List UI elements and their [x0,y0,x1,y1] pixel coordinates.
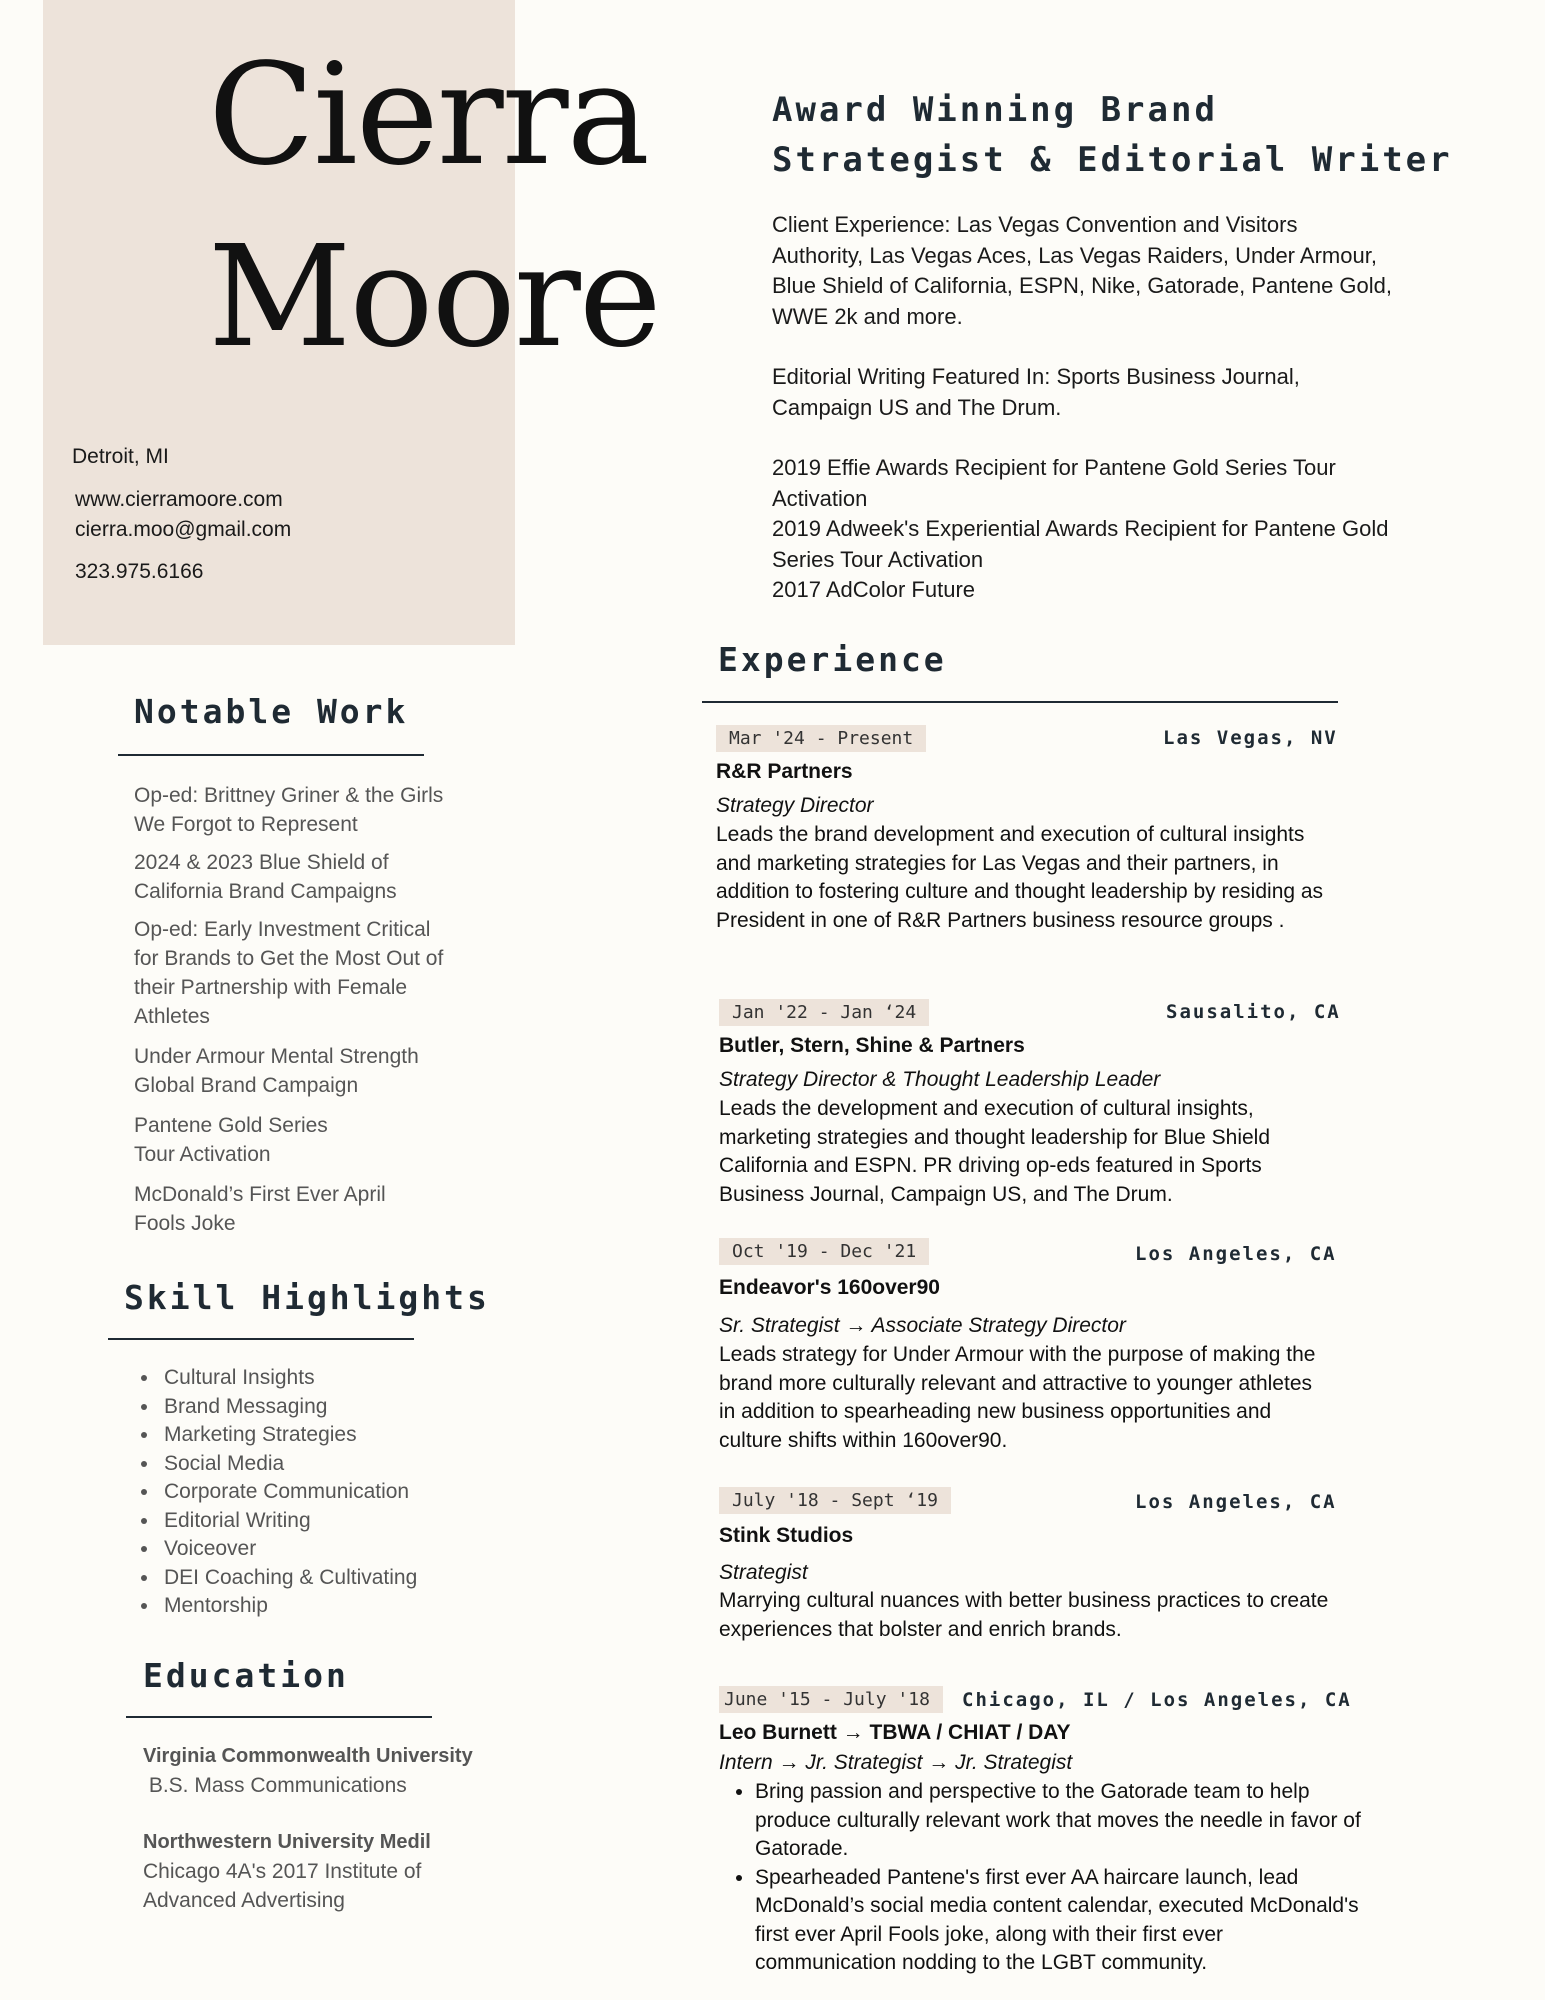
job-location: Los Angeles, CA [1135,1243,1337,1265]
job-role: Strategist [719,1561,808,1584]
school-degree: B.S. Mass Communications [143,1774,407,1797]
job-role: Sr. Strategist → Associate Strategy Director [719,1314,1126,1337]
school-program: Chicago 4A's 2017 Institute of Advanced Advertising [143,1860,422,1912]
job-bullets [719,1778,1365,1978]
job-company: Leo Burnett → TBWA / CHIAT / DAY [719,1721,1071,1744]
job-company: R&R Partners [716,760,853,783]
notable-work-divider [118,754,424,756]
job-role: Strategy Director [716,794,874,817]
skills-divider [108,1338,414,1340]
summary-award: 2019 Adweek's Experiential Awards Recipient for Pantene Gold Series Tour Activation [772,516,1389,572]
skill-item: • Social Media [160,1450,417,1479]
skill-item: • Marketing Strategies [160,1421,417,1450]
skills-list [132,1364,417,1621]
job-dates: Jan '22 - Jan ‘24 [719,999,929,1026]
job-description: Leads strategy for Under Armour with the purpose of making the brand more culturally relevant and attractive to younger athletes in addition to spearheading new business opportunities and culture shifts within 160over90. [719,1343,1316,1452]
job-location: Sausalito, CA [1166,1001,1341,1023]
job-description: Leads the brand development and execution of cultural insights and marketing strategies for Las Vegas and their partners, in addition to fostering culture and thought leadership by residing as President in one of R&R Partners business resource groups . [716,823,1324,932]
education-divider [126,1716,432,1718]
notable-work-item: Pantene Gold Series Tour Activation [134,1114,328,1166]
contact-location: Detroit, MI [72,445,169,468]
skill-item: • Mentorship [160,1592,417,1621]
job-bullet-item: • Bring passion and perspective to the Gatorade team to help produce culturally relevant work that moves the needle in favor of Gatorade. [755,1778,1365,1864]
summary-clients: Client Experience: Las Vegas Convention and Visitors Authority, Las Vegas Aces, Las Vegas Raiders, Under Armour, Blue Shield of California, ESPN, Nike, Gatorade, Pantene Gold, WWE 2k and more. [772,212,1393,329]
skill-item: • Editorial Writing [160,1507,417,1536]
job-company: Stink Studios [719,1524,854,1547]
notable-work-item: McDonald’s First Ever April Fools Joke [134,1183,386,1235]
headline-line-2: Strategist & Editorial Writer [772,140,1453,180]
first-name: Cierra [208,34,649,197]
job-description: Marrying cultural nuances with better business practices to create experiences that bolster and enrich brands. [719,1589,1329,1641]
notable-work-item: Under Armour Mental Strength Global Brand Campaign [134,1045,419,1097]
notable-work-item: 2024 & 2023 Blue Shield of California Brand Campaigns [134,851,397,903]
skills-heading: Skill Highlights [124,1278,490,1317]
job-location: Chicago, IL / Los Angeles, CA [962,1689,1352,1711]
education-list [143,1742,523,1915]
job-description: Leads the development and execution of cultural insights, marketing strategies and thought leadership for Blue Shield California and ESPN. PR driving op-eds featured in Sports Business Journal, Campaign US, and The Drum. [719,1097,1271,1206]
notable-work-list [134,781,474,1238]
experience-heading: Experience [718,640,947,679]
notable-work-heading: Notable Work [134,692,409,731]
summary-award: 2017 AdColor Future [772,577,976,602]
contact-phone: 323.975.6166 [75,560,204,583]
job-role: Strategy Director & Thought Leadership Leader [719,1068,1161,1091]
skill-item: • Voiceover [160,1535,417,1564]
skill-item: • Corporate Communication [160,1478,417,1507]
notable-work-item: Op-ed: Early Investment Critical for Brands to Get the Most Out of their Partnership with Female Athletes [134,918,444,1028]
job-company: Butler, Stern, Shine & Partners [719,1034,1025,1057]
job-dates: Oct '19 - Dec '21 [719,1238,929,1265]
summary-featured: Editorial Writing Featured In: Sports Business Journal, Campaign US and The Drum. [772,364,1300,420]
last-name: Moore [208,216,660,379]
job-location: Los Angeles, CA [1135,1491,1337,1513]
skill-item: • DEI Coaching & Cultivating [160,1564,417,1593]
skill-item: • Brand Messaging [160,1393,417,1422]
contact-email[interactable]: cierra.moo@gmail.com [75,518,292,541]
summary-section [772,210,1392,606]
education-heading: Education [143,1656,349,1695]
headline-line-1: Award Winning Brand [772,90,1218,130]
summary-award: 2019 Effie Awards Recipient for Pantene Gold Series Tour Activation [772,455,1336,511]
job-dates: June '15 - July '18 [719,1686,943,1713]
job-dates: Mar '24 - Present [716,725,926,752]
job-company: Endeavor's 160over90 [719,1276,940,1299]
skill-item: • Cultural Insights [160,1364,417,1393]
job-role: Intern → Jr. Strategist → Jr. Strategist [719,1751,1073,1774]
experience-divider [702,701,1338,703]
contact-website[interactable]: www.cierramoore.com [75,488,283,511]
notable-work-item: Op-ed: Brittney Griner & the Girls We Forgot to Represent [134,784,444,836]
school-name: Virginia Commonwealth University [143,1745,473,1767]
job-location: Las Vegas, NV [1163,727,1338,749]
job-bullet-item: • Spearheaded Pantene's first ever AA haircare launch, lead McDonald’s social media content calendar, executed McDonald's first ever April Fools joke, along with their first ever communication nodding to the LGBT community. [755,1864,1365,1978]
school-name: Northwestern University Medil [143,1831,431,1853]
job-dates: July '18 - Sept ‘19 [719,1487,951,1514]
